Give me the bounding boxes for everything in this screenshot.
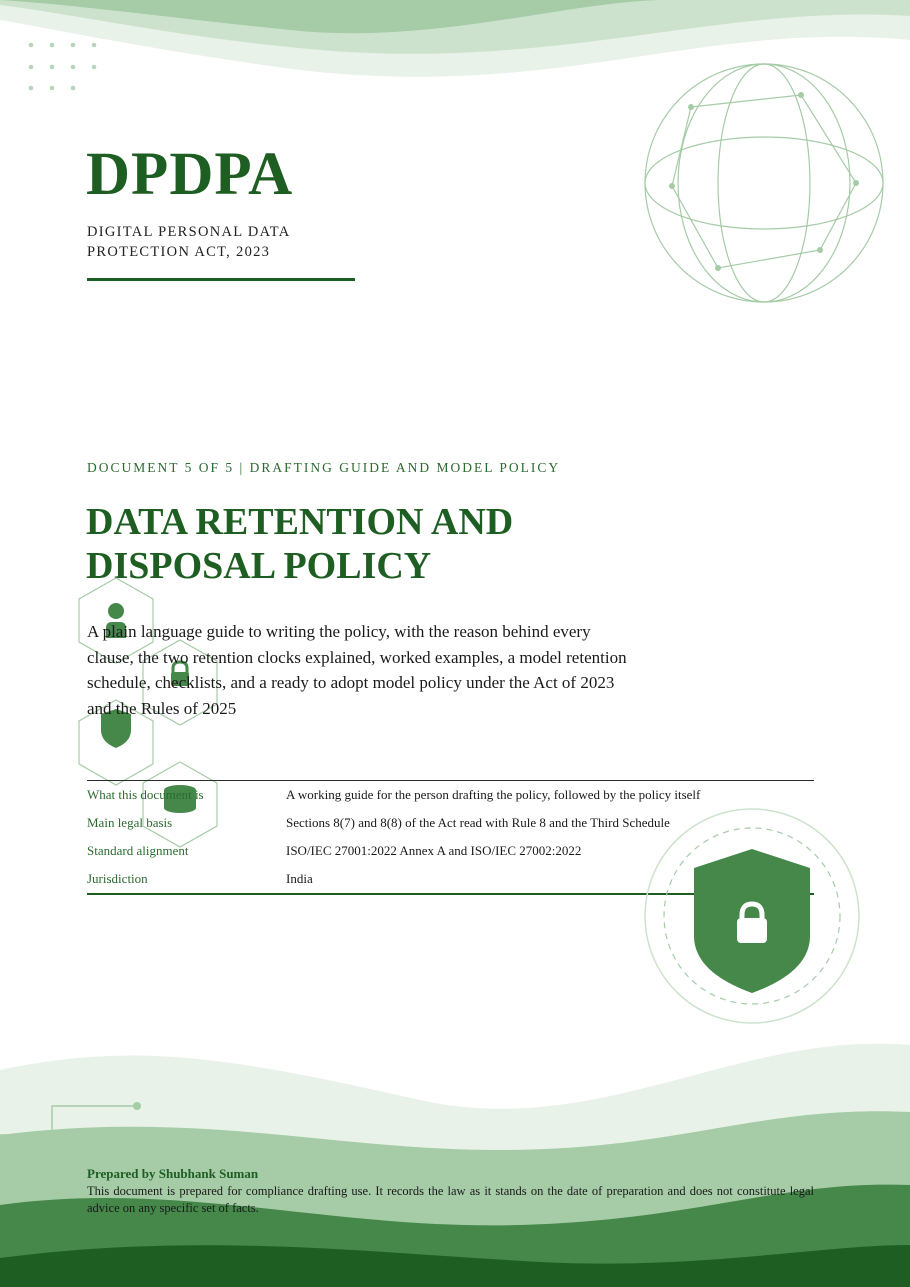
- fact-value: ISO/IEC 27001:2022 Annex A and ISO/IEC 27002:2022: [286, 843, 582, 858]
- disclaimer-note: This document is prepared for compliance drafting use. It records the law as it stands on the date of preparation and does not constitute legal advice on any specific set of facts.: [87, 1184, 814, 1215]
- document-title-line: DISPOSAL POLICY: [86, 545, 432, 587]
- fact-label: What this document is: [87, 787, 204, 802]
- fact-label: Standard alignment: [87, 843, 189, 858]
- fact-label: Jurisdiction: [87, 871, 148, 886]
- document-intro: A plain language guide to writing the policy, with the reason behind every clause, the two retention clocks explained, worked examples, a model retention schedule, checklists, and a ready to adopt model policy under the Act of 2023 and the Rules of 2025: [87, 622, 627, 719]
- fact-label: Main legal basis: [87, 815, 173, 830]
- logo-subtitle-line: DIGITAL PERSONAL DATA: [87, 224, 291, 240]
- prepared-by: Prepared by Shubhank Suman: [87, 1166, 259, 1181]
- logo-subtitle-line: PROTECTION ACT, 2023: [87, 244, 271, 260]
- document-kicker: DOCUMENT 5 OF 5 | DRAFTING GUIDE AND MODEL POLICY: [87, 460, 561, 475]
- fact-value: A working guide for the person drafting the policy, followed by the policy itself: [286, 787, 701, 802]
- document-title-line: DATA RETENTION AND: [86, 501, 514, 543]
- logo-title: DPDPA: [86, 141, 294, 208]
- fact-value: India: [286, 871, 313, 886]
- fact-value: Sections 8(7) and 8(8) of the Act read with Rule 8 and the Third Schedule: [286, 815, 670, 830]
